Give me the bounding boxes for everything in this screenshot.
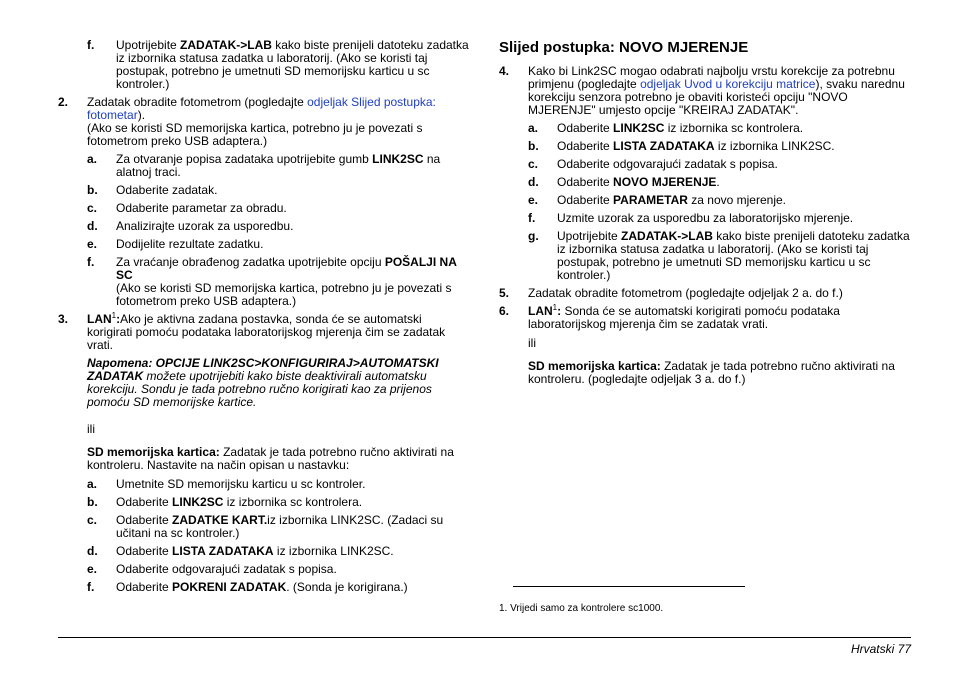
item-text: Upotrijebite ZADATAK->LAB kako biste prenijeli datoteku zadatka iz izbornika statusa zadatka u laboratorij. (Ako se koristi taj postupak, potrebno je umetnuti SD memorijsku karticu u sc kontroler.) — [116, 38, 469, 91]
item-text: Odaberite PARAMETAR za novo mjerenje. — [557, 193, 786, 207]
item-label: f. — [87, 255, 95, 269]
item-label: b. — [528, 139, 539, 153]
item-text: Odaberite LISTA ZADATAKA iz izbornika LINK2SC. — [557, 139, 835, 153]
note-paragraph: Napomena: OPCIJE LINK2SC>KONFIGURIRAJ>AUTOMATSKI ZADATAK možete upotrijebiti kako biste deaktivirali automatsku korekciju. Sondu je tada potrebno ručno korigirati kao za prijenos pomoću SD memorijske kartice. — [87, 356, 439, 409]
item-label: 6. — [499, 304, 510, 318]
item-label: b. — [87, 183, 98, 197]
item-label: d. — [528, 175, 539, 189]
item-text: Za otvaranje popisa zadataka upotrijebite gumb LINK2SC na alatnoj traci. — [116, 152, 441, 179]
left-column — [58, 39, 470, 599]
item-label: b. — [87, 495, 98, 509]
item-label: f. — [87, 580, 95, 594]
item-text: Odaberite POKRENI ZADATAK. (Sonda je korigirana.) — [116, 580, 408, 594]
item-text: Za vraćanje obrađenog zadatka upotrijebite opciju POŠALJI NA SC (Ako se koristi SD memorijska kartica, potrebno ju je povezati s fotometrom preko USB adaptera.) — [116, 255, 457, 308]
item-label: c. — [528, 157, 539, 171]
step-2f — [58, 256, 470, 308]
step-4 — [499, 65, 911, 117]
step-3e — [58, 563, 470, 576]
step-3c — [58, 514, 470, 540]
item-text: Odaberite LINK2SC iz izbornika sc kontrolera. — [557, 121, 804, 135]
item-label: c. — [87, 513, 98, 527]
item-text: Umetnite SD memorijsku karticu u sc kontroler. — [116, 477, 366, 491]
footnote-ref: 1 — [111, 311, 117, 320]
item-label: a. — [87, 152, 98, 166]
step-3a — [58, 478, 470, 491]
step-3f — [58, 581, 470, 594]
step-5 — [499, 287, 911, 300]
item-label: d. — [87, 544, 98, 558]
item-label: d. — [87, 219, 98, 233]
item-label: g. — [528, 229, 539, 243]
step-3 — [58, 313, 470, 352]
item-text: Odaberite LISTA ZADATAKA iz izbornika LINK2SC. — [116, 544, 394, 558]
step-2 — [58, 96, 470, 148]
step-2c — [58, 202, 470, 215]
item-text: Zadatak obradite fotometrom (pogledajte odjeljak Slijed postupka: fotometar). (Ako se koristi SD memorijska kartica, potrebno ju je povezati s fotometrom preko USB adaptera.) — [87, 95, 436, 148]
item-text: Analizirajte uzorak za usporedbu. — [116, 219, 294, 233]
item-text: Odaberite NOVO MJERENJE. — [557, 175, 720, 189]
right-column — [499, 39, 911, 392]
sd-card-paragraph: SD memorijska kartica: Zadatak je tada potrebno ručno aktivirati na kontroleru. (pogledajte odjeljak 3 a. do f.) — [528, 359, 895, 386]
step-4g — [499, 230, 911, 282]
item-text: LAN$^1$:Ako je aktivna zadana postavka, sonda će se automatski korigirati pomoću podataka laboratorijskog mjerenja čim se zadatak vrati. — [87, 311, 446, 352]
step-2d — [58, 220, 470, 233]
item-text: Odaberite ZADATKE KART.iz izbornika LINK2SC. (Zadaci su učitani na sc kontroler.) — [116, 513, 444, 540]
item-text: Dodijelite rezultate zadatku. — [116, 237, 264, 251]
step-1f — [58, 39, 470, 91]
step-6 — [499, 305, 911, 331]
step-3d — [58, 545, 470, 558]
link-matrix-correction[interactable]: odjeljak Uvod u korekciju matrice — [640, 77, 816, 91]
step-4b — [499, 140, 911, 153]
item-text: Zadatak obradite fotometrom (pogledajte odjeljak 2 a. do f.) — [528, 286, 843, 300]
item-text: Upotrijebite ZADATAK->LAB kako biste prenijeli datoteku zadatka iz izbornika statusa zadatka u laboratorij. (Ako se koristi taj postupak, potrebno je umetnuti SD memorijsku karticu u sc kontroler.) — [557, 229, 910, 282]
or-text: ili — [87, 422, 95, 436]
step-4a — [499, 122, 911, 135]
item-text: Odaberite LINK2SC iz izbornika sc kontrolera. — [116, 495, 363, 509]
item-label: c. — [87, 201, 98, 215]
item-text: Odaberite odgovarajući zadatak s popisa. — [557, 157, 778, 171]
item-label: 3. — [58, 312, 69, 326]
item-label: e. — [87, 562, 98, 576]
item-label: e. — [528, 193, 539, 207]
step-2e — [58, 238, 470, 251]
step-4e — [499, 194, 911, 207]
footnote-divider — [513, 586, 745, 587]
step-4c — [499, 158, 911, 171]
item-label: 2. — [58, 95, 69, 109]
step-2a — [58, 153, 470, 179]
item-text: Odaberite zadatak. — [116, 183, 218, 197]
footer-divider — [58, 637, 911, 638]
item-label: a. — [528, 121, 539, 135]
item-label: 5. — [499, 286, 510, 300]
step-2b — [58, 184, 470, 197]
item-label: 4. — [499, 64, 510, 78]
item-label: f. — [87, 38, 95, 52]
item-text: Odaberite parametar za obradu. — [116, 201, 287, 215]
link-photometer-section[interactable]: odjeljak Slijed postupka: fotometar — [87, 95, 436, 122]
section-heading: Slijed postupka: NOVO MJERENJE — [499, 39, 749, 56]
step-3b — [58, 496, 470, 509]
item-text: Odaberite odgovarajući zadatak s popisa. — [116, 562, 337, 576]
item-text: Uzmite uzorak za usporedbu za laboratorijsko mjerenje. — [557, 211, 854, 225]
sd-card-paragraph: SD memorijska kartica: Zadatak je tada potrebno ručno aktivirati na kontroleru. Nastavite na način opisan u nastavku: — [87, 445, 454, 472]
or-text: ili — [528, 336, 536, 350]
step-4d — [499, 176, 911, 189]
footnote-ref: 1 — [552, 303, 558, 312]
page-footer: Hrvatski 77 — [850, 642, 911, 656]
step-4f — [499, 212, 911, 225]
footnote: 1. Vrijedi samo za kontrolere sc1000. — [499, 603, 664, 614]
item-text: Kako bi Link2SC mogao odabrati najbolju vrstu korekcije za potrebnu primjenu (pogledajte odjeljak Uvod u korekciju matrice), svaku narednu korekciju senzora potrebno je obaviti koristeći opciju "NOVO MJERENJE" umjesto opcije "KREIRAJ ZADATAK". — [528, 64, 905, 117]
item-label: f. — [528, 211, 536, 225]
item-label: e. — [87, 237, 98, 251]
item-label: a. — [87, 477, 98, 491]
item-text: LAN$^1$: Sonda će se automatski korigirati pomoću podataka laboratorijskog mjerenja čim se zadatak vrati. — [528, 303, 840, 331]
